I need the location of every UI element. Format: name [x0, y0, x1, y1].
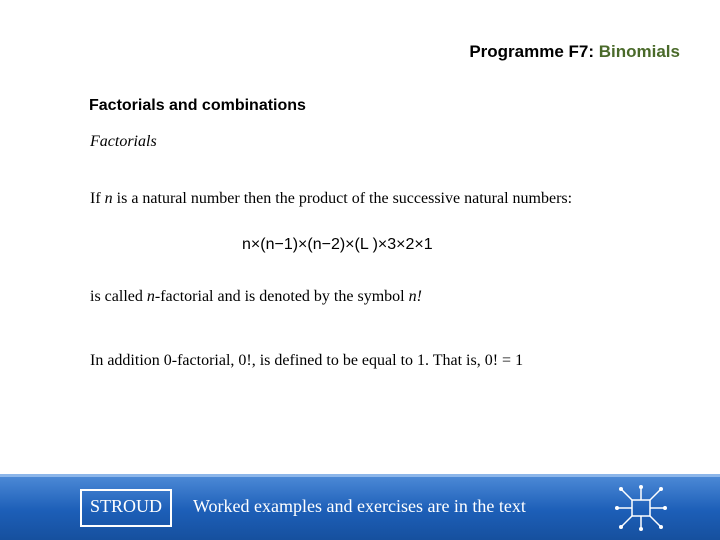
factorial-symbol: n!	[408, 288, 422, 305]
variable-n: n	[146, 288, 155, 305]
paragraph-definition	[90, 190, 572, 208]
paragraph-definition-after: is a natural number then the product of the successive natural numbers:	[112, 190, 573, 207]
navigation-icon[interactable]	[610, 482, 672, 534]
stroud-logo-button[interactable]: STROUD	[80, 489, 172, 527]
footer-bar	[0, 474, 720, 540]
programme-label: Programme F7:	[469, 42, 595, 61]
paragraph-notation-middle: -factorial and is denoted by the symbol	[154, 288, 409, 305]
paragraph-notation	[90, 288, 422, 306]
section-title: Factorials and combinations	[89, 97, 306, 114]
paragraph-zero-factorial: In addition 0-factorial, 0!, is defined to be equal to 1. That is, 0! = 1	[90, 352, 524, 369]
factorial-formula: n×(n−1)×(n−2)×(L )×3×2×1	[242, 236, 433, 253]
topic-label: Binomials	[598, 42, 680, 61]
footer-divider	[0, 474, 720, 477]
paragraph-notation-before: is called	[90, 288, 147, 305]
paragraph-definition-before: If	[90, 190, 105, 207]
variable-n: n	[104, 190, 113, 207]
slide-header	[469, 42, 680, 62]
subheading: Factorials	[90, 133, 157, 150]
footer-note: Worked examples and exercises are in the text	[193, 496, 526, 516]
